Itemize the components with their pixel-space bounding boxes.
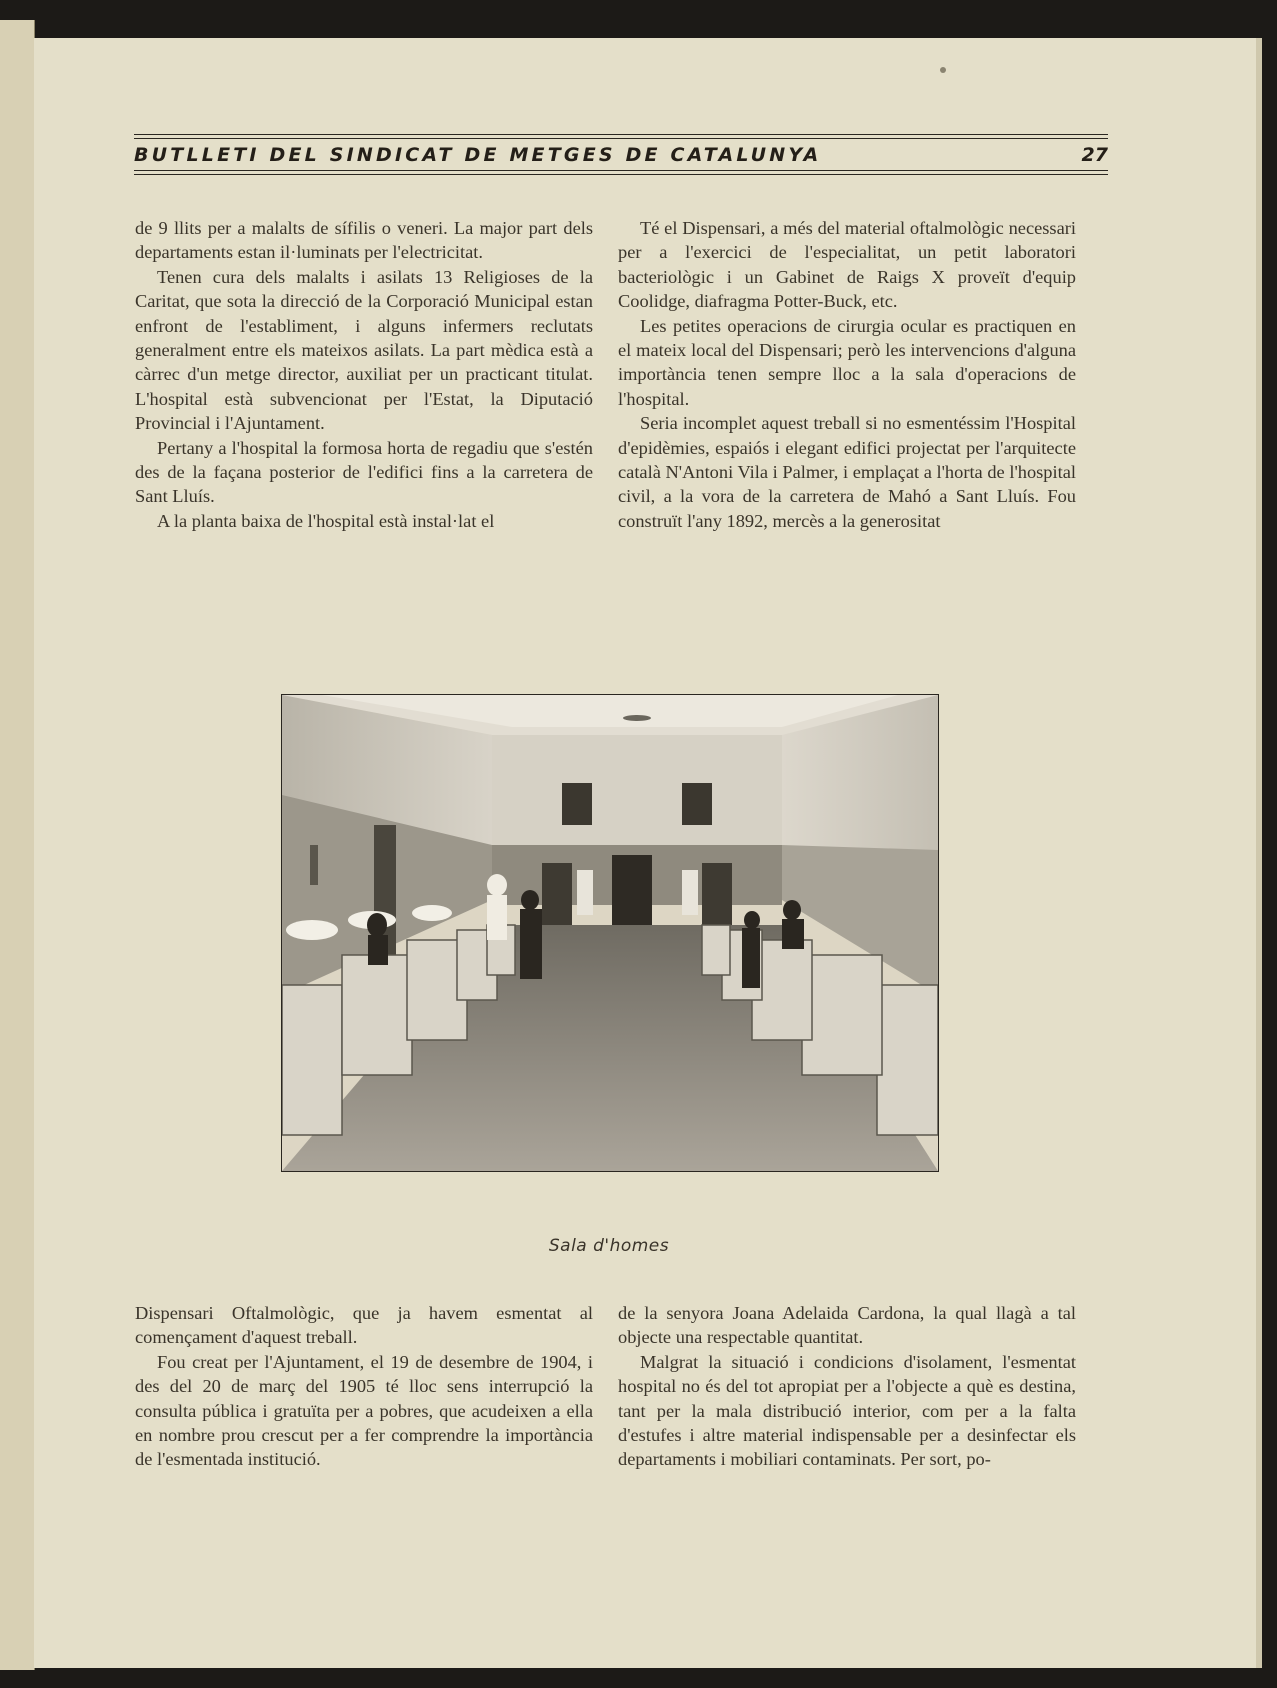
page-number: 27: [1081, 144, 1108, 166]
paragraph: Té el Dispensari, a més del material oftalmològic necessari per a l'exercici de l'especialitat, un petit laboratori bacteriològic i un Gabinet de Raigs X proveït d'equip Coolidge, diafragma Potter-Buck, etc.: [618, 218, 1076, 312]
paragraph: de 9 llits per a malalts de sífilis o veneri. La major part dels departaments estan il·luminats per l'electricitat.: [135, 218, 593, 263]
paragraph: Les petites operacions de cirurgia ocular es practiquen en el mateix local del Dispensari; però les intervencions d'alguna importància tenen sempre lloc a la sala d'operacions de l'hospital.: [618, 315, 1076, 409]
paragraph: Seria incomplet aquest treball si no esmentéssim l'Hospital d'epidèmies, espaiós i elegant edifici projectat per l'arquitecte català N'Antoni Vila i Palmer, i emplaçat a l'horta de l'hospital civil, a la vora de la carretera de Mahó a Sant Lluís. Fou construït l'any 1892, mercès a la generositat: [618, 413, 1076, 531]
page-speck: [940, 67, 946, 73]
top-right-column: [618, 216, 1076, 533]
facing-page-edge: [0, 20, 35, 1670]
page-edge: [1256, 38, 1262, 1668]
paragraph: de la senyora Joana Adelaida Cardona, la qual llagà a tal objecte una respectable quantitat.: [618, 1303, 1076, 1348]
paragraph: Malgrat la situació i condicions d'isolament, l'esmentat hospital no és del tot apropiat per a l'objecte a què es destina, tant per la mala distribució interior, com per a la falta d'estufes i altre material indispensable per a desinfectar els departaments i mobiliari contaminats. Per sort, po-: [618, 1351, 1076, 1470]
ward-photo-illustration: [282, 695, 938, 1171]
paragraph: Pertany a l'hospital la formosa horta de regadiu que s'estén des de la façana posterior de l'edifici fins a la carretera de Sant Lluís.: [135, 437, 593, 507]
journal-title: BUTLLETI DEL SINDICAT DE METGES DE CATALUNYA: [134, 144, 822, 166]
running-header: [134, 134, 1108, 175]
top-left-column: [135, 216, 593, 533]
header-rule-bottom-thin: [134, 174, 1108, 175]
header-rule-top: [134, 134, 1108, 135]
paragraph: Tenen cura dels malalts i asilats 13 Religioses de la Caritat, que sota la direcció de la Corporació Municipal estan enfront de l'establiment, i alguns infermers reclutats generalment entre els mateixos asilats. La part mèdica està a càrrec d'un metge director, auxiliat per un practicant titulat. L'hospital està subvencionat per l'Estat, la Diputació Provincial i l'Ajuntament.: [135, 266, 593, 434]
bottom-left-column: [135, 1301, 593, 1472]
header-row: [134, 139, 1108, 170]
hospital-ward-photo: [281, 694, 939, 1172]
header-rule-bottom: [134, 170, 1108, 171]
document-page: [34, 38, 1262, 1668]
photo-caption: Sala d'homes: [548, 1236, 670, 1256]
bottom-right-column: [618, 1301, 1076, 1472]
paragraph: Fou creat per l'Ajuntament, el 19 de desembre de 1904, i des del 20 de març del 1905 té lloc sens interrupció la consulta pública i gratuïta per a pobres, que acudeixen a ella en nombre prou crescut per a fer comprendre la importància de l'esmentada institució.: [135, 1351, 593, 1470]
paragraph: A la planta baixa de l'hospital està instal·lat el: [157, 510, 495, 531]
paragraph: Dispensari Oftalmològic, que ja havem esmentat al començament d'aquest treball.: [135, 1303, 593, 1348]
